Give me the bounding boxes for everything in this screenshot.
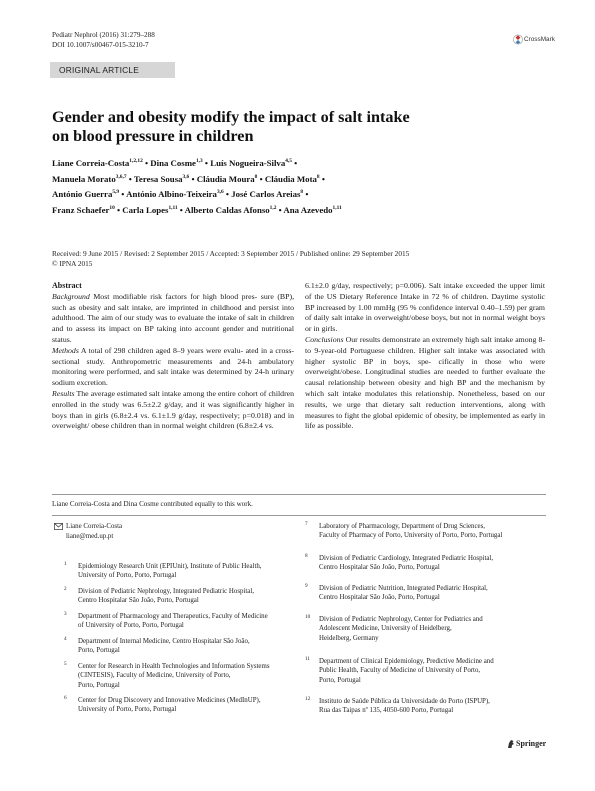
affiliation-number: 9 <box>305 583 308 589</box>
affiliation-line: University of Porto, Porto, Portugal <box>78 706 177 714</box>
text-line: 72 % of children. Daytime systolic BP increased by <box>305 291 546 312</box>
affiliation-line: Porto, Portugal <box>78 681 120 689</box>
text-line: childhood and persist into adulthood. The aim of our study <box>52 302 295 323</box>
affiliation-line: Center for Research in Health Technologies and Information Systems <box>78 663 270 670</box>
author-affiliation: 3,6 <box>216 189 224 196</box>
affiliation-3 <box>78 612 268 631</box>
author-name[interactable]: Liane Correia-Costa <box>52 158 130 168</box>
affiliation-line: Division of Pediatric Nutrition, Integrated Pediatric Hospital, <box>319 585 488 592</box>
publisher-logo <box>507 739 547 749</box>
affiliation-line: Porto, Portugal <box>319 676 361 684</box>
affiliation-number: 8 <box>305 553 308 559</box>
author-name[interactable]: Manuela Morato <box>52 173 116 184</box>
affiliation-line: Division of Pediatric Nephrology, Integrated Pediatric Hospital, <box>78 588 254 595</box>
author-affiliation: 1,3 <box>195 158 203 164</box>
text-line: 6.1±2.0 g/day, respectively; p=0.006). Salt intake exceeded <box>305 281 495 290</box>
text-line: was to evaluate the intake of salt in children and to assess its <box>52 313 295 334</box>
methods-label: Methods <box>52 345 79 355</box>
affiliation-line: Department of Pharmacology and Therapeutics, Faculty of Medicine <box>78 613 268 620</box>
title-line-2: on blood pressure in children <box>52 127 254 145</box>
affiliation-1 <box>78 562 262 581</box>
text-line: studies are needed to further evaluate the causal relationship <box>305 367 546 388</box>
author-affiliation: 10 <box>109 204 115 211</box>
affiliation-line: Instituto de Saúde Pública da Universidade do Porto (ISPUP), <box>319 698 490 705</box>
abstract-heading: Abstract <box>52 281 82 290</box>
doi[interactable]: DOI 10.1007/s00467-015-3210-7 <box>52 41 149 49</box>
text-line: intake was associated with higher systolic BP in boys, spe- <box>305 345 545 366</box>
affiliation-line: Division of Pediatric Cardiology, Integrated Pediatric Hospital, <box>319 555 494 562</box>
affiliation-number: 6 <box>64 695 67 701</box>
springer-horse-icon <box>507 739 515 749</box>
affiliation-6 <box>78 696 261 715</box>
affiliation-line: Heidelberg, Germany <box>319 634 379 642</box>
text-line: obese children than in normal weight children (6.8±2.4 vs. <box>91 421 274 431</box>
author-name[interactable]: António Albino-Teixeira <box>126 189 217 200</box>
background-label: Background <box>52 291 90 301</box>
text-line: between obesity and high BP and the mechanism by which <box>305 378 546 398</box>
affiliation-line: (CINTESIS), Faculty of Medicine, University of Porto, <box>78 672 231 680</box>
author-affiliation: 1,11 <box>332 204 342 211</box>
text-line: 1.00 mmHg (95 % confidence interval 0.40–1.59) per gram <box>357 302 545 312</box>
text-line: ated in a cross-sectional study. Anthropometric measurements <box>52 345 295 366</box>
author-name[interactable]: Teresa Sousa <box>133 173 183 184</box>
author-affiliation: 1,2 <box>269 204 277 211</box>
author-line-2: Manuela Morato$^{3,6,7}$ • Teresa Sousa$^{3,6}$ • Cláudia Moura$^8$ • Cláudia Mota$^8$ • <box>52 173 325 184</box>
results-label: Results <box>52 388 75 398</box>
affiliation-number: 4 <box>64 636 67 642</box>
affiliation-line: Centro Hospitalar São João, Porto, Portugal <box>78 597 199 605</box>
text-line: and it was significantly higher in boys than in girls (6.8±2.4 <box>52 399 295 420</box>
affiliation-number: 12 <box>305 696 311 702</box>
copyright: © IPNA 2015 <box>52 258 93 268</box>
text-line: along with measures to fight the global epidemic of obesity, be <box>305 399 545 420</box>
publisher-name: Springer <box>516 739 547 748</box>
crossmark-label: CrossMark <box>524 36 555 43</box>
text-line: sure (BP), such as obesity and salt intake, are imprinted in <box>52 291 295 312</box>
author-affiliation: 1,11 <box>168 204 178 211</box>
affiliation-line: Adolescent Medicine, University of Heidelberg, <box>319 625 452 633</box>
affiliation-line: Laboratory of Pharmacology, Department of Drug Sciences, <box>319 523 486 530</box>
text-line: vs. 6.1±1.9 g/day, respectively; p=0.018) and in overweight/ <box>52 410 294 431</box>
affiliation-number: 10 <box>305 614 311 620</box>
affiliation-line: Center for Drug Discovery and Innovative Medicines (MedInUP), <box>78 697 261 704</box>
author-line-4: Franz Schaefer$^{10}$ • Carla Lopes$^{1,11}$ • Alberto Caldas Afonso$^{1,2}$ • Ana Azevedo$^{1,11}$ <box>52 204 342 215</box>
author-line-3: António Guerra$^{5,9}$ • António Albino-Teixeira$^{3,6}$ • José Carlos Areias$^8$ • <box>52 189 309 200</box>
author-name[interactable]: Dina Cosme <box>150 158 196 168</box>
author-affiliation: 3,6,7 <box>115 173 127 180</box>
article-type-banner: ORIGINAL ARTICLE <box>50 62 175 78</box>
text-line: Most modifiable risk factors for high blood pres- <box>89 291 258 301</box>
affiliation-number: 1 <box>64 561 67 567</box>
author-affiliation: 1,2,12 <box>129 158 143 164</box>
affiliation-11 <box>319 657 494 685</box>
text-line: intake was determined by 24-h urinary sodium excretion. <box>52 367 294 388</box>
author-name[interactable]: Franz Schaefer <box>52 204 110 215</box>
author-affiliation: 8 <box>316 173 320 180</box>
author-name[interactable]: Cláudia Moura <box>196 173 255 184</box>
affiliation-7 <box>319 522 502 541</box>
affiliation-line: Epidemiology Research Unit (EPIUnit), Institute of Public Health, <box>78 563 262 570</box>
affiliations-right <box>305 0 550 791</box>
affiliation-10 <box>319 615 483 643</box>
text-line: weight boys or in girls. <box>305 313 545 334</box>
author-line-1: Liane Correia-Costa$^{1,2,12}$ • Dina Cosme$^{1,3}$ • Luís Nogueira-Silva$^{4,5}$ • <box>52 158 298 168</box>
author-affiliation: 4,5 <box>285 158 292 164</box>
author-name[interactable]: António Guerra <box>52 189 113 200</box>
affiliation-line: Rua das Taipas nº 135, 4050-600 Porto, Portugal <box>319 707 454 715</box>
author-affiliation: 5,9 <box>112 189 120 196</box>
affiliation-number: 2 <box>64 586 67 592</box>
affiliation-number: 11 <box>305 656 310 662</box>
affiliation-line: University of Porto, Porto, Portugal <box>78 572 177 580</box>
affiliation-5 <box>78 662 270 690</box>
affiliation-line: Faculty of Pharmacy of Porto, University of Porto, Porto, Portugal <box>319 532 503 540</box>
author-name[interactable]: Cláudia Mota <box>264 173 317 184</box>
affiliation-line: Public Health, Faculty of Medicine of University of Porto, <box>319 667 481 675</box>
text-line: cohort of children enrolled in the study was 6.5±2.2 g/day, <box>52 388 295 409</box>
affiliation-4 <box>78 637 250 656</box>
affiliation-line: Centro Hospitalar São João, Porto, Portugal <box>319 564 440 572</box>
text-line: and 24-h ambulatory monitoring were performed, and salt <box>52 356 295 377</box>
journal-citation: Pediatr Nephrol (2016) 31:279–288 <box>52 31 155 39</box>
text-line: A total of 298 children aged 8–9 years were evalu- <box>78 345 244 355</box>
text-line: salt intake modulates this relationship. Nonetheless, based on <box>327 388 531 398</box>
correspondence-name: Liane Correia-Costa <box>66 523 123 530</box>
affiliation-number: 3 <box>64 611 67 617</box>
text-line: status. <box>52 334 72 344</box>
author-name[interactable]: José Carlos Areias <box>231 189 301 200</box>
title-line-1: Gender and obesity modify the impact of salt intake <box>52 108 410 126</box>
text-line: implemented as early in life as possible. <box>305 410 545 431</box>
text-line: of daily salt intake in overweight/obese boys, but not in normal <box>305 313 505 323</box>
affiliation-line: Department of Internal Medicine, Centro Hospitalar São João, <box>78 638 250 645</box>
affiliation-number: 5 <box>64 661 67 667</box>
correspondence-email[interactable]: liane@med.up.pt <box>66 533 114 540</box>
author-name[interactable]: Carla Lopes <box>122 204 169 215</box>
conclusions-label: Conclusions <box>305 334 344 344</box>
author-affiliation: 3,6 <box>182 173 190 180</box>
text-line: the upper limit of the US Dietary Reference Intake in <box>305 281 546 301</box>
author-affiliation: 8 <box>300 189 304 196</box>
author-name[interactable]: Luís Nogueira-Silva <box>210 158 286 168</box>
text-line: our results, we urge that dietary salt reduction interventions, <box>305 388 546 409</box>
affiliations-left <box>52 0 302 791</box>
text-line: The average estimated salt intake among the entire <box>74 388 236 398</box>
affiliation-line: Porto, Portugal <box>78 647 120 655</box>
affiliation-9 <box>319 584 488 603</box>
text-line: intake among 8- to 9-year-old Portuguese children. Higher salt <box>305 334 545 355</box>
contribution-note: Liane Correia-Costa and Dina Cosme contributed equally to this work. <box>52 500 253 508</box>
affiliation-line: of University of Porto, Porto, Portugal <box>78 622 184 630</box>
text-line: cifically in those who were overweight/obese. Longitudinal <box>305 356 546 377</box>
author-name[interactable]: Ana Azevedo <box>283 204 333 215</box>
history-dates: Received: 9 June 2015 / Revised: 2 September 2015 / Accepted: 3 September 2015 / Published online: 29 September 2015 <box>52 249 410 258</box>
affiliation-12 <box>319 697 490 716</box>
affiliation-8 <box>319 554 493 573</box>
affiliation-number: 7 <box>305 521 308 527</box>
author-name[interactable]: Alberto Caldas Afonso <box>184 204 270 215</box>
author-affiliation: 8 <box>254 173 258 180</box>
text-line: impact on BP taking into account gender and nutritional <box>108 324 294 334</box>
affiliation-line: Department of Clinical Epidemiology, Predictive Medicine and <box>319 658 494 665</box>
text-line: Our results demonstrate an extremely high salt <box>343 334 492 344</box>
affiliation-line: Division of Pediatric Nephrology, Center for Pediatrics and <box>319 616 483 623</box>
affiliation-line: Centro Hospitalar São João, Porto, Portugal <box>319 594 440 602</box>
affiliation-2 <box>78 587 254 606</box>
